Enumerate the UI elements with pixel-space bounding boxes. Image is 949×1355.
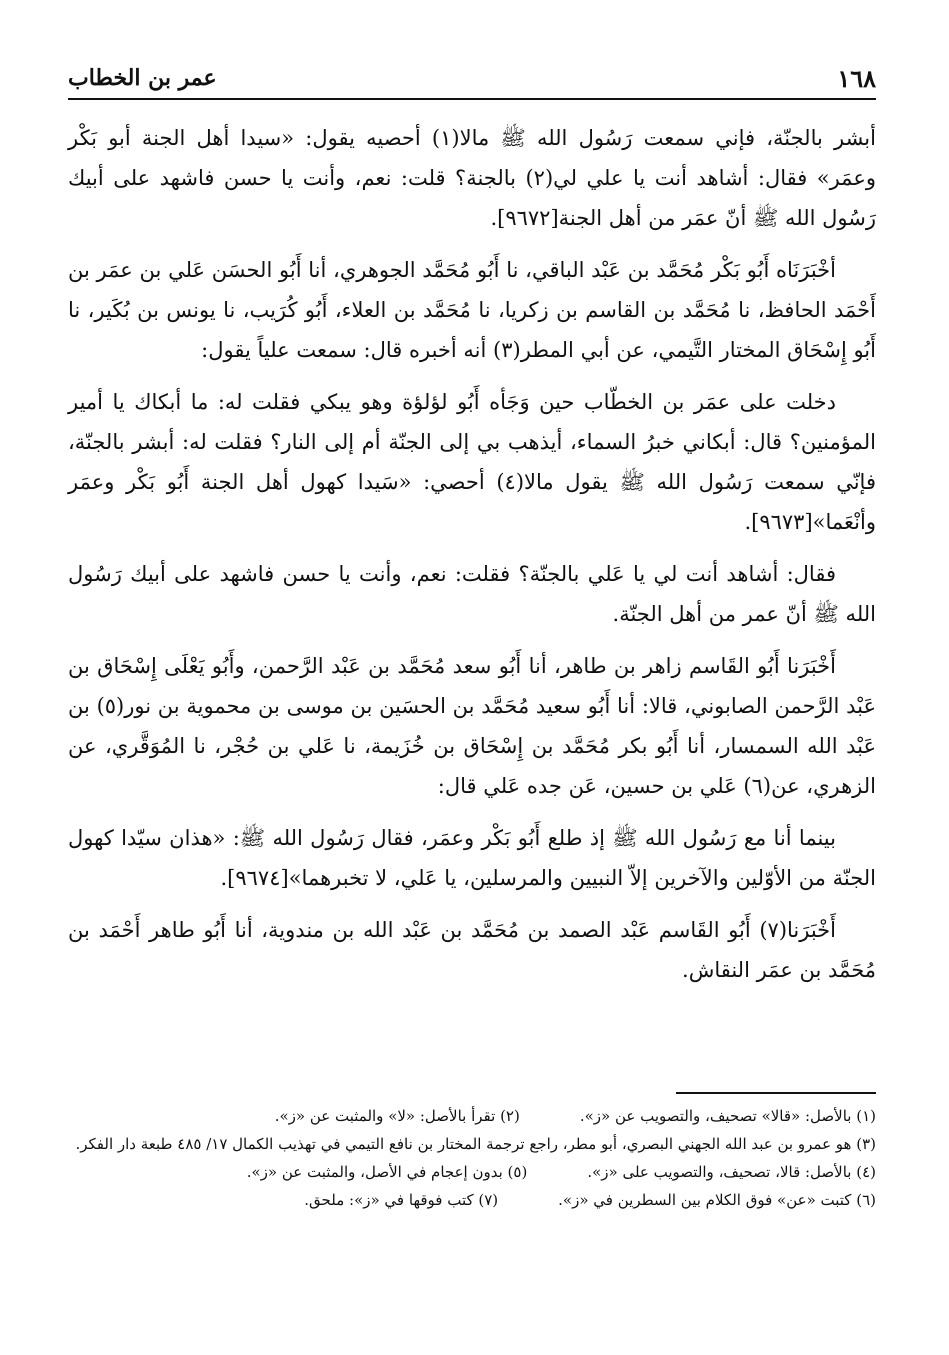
footnote-row <box>68 1102 876 1130</box>
page-header <box>68 58 876 98</box>
footnote: (٣) هو عمرو بن عبد الله الجهني البصري، أبو مطر، راجع ترجمة المختار بن نافع التيمي في تهذيب الكمال ١٧/ ٤٨٥ طبعة دار الفكر. <box>75 1135 876 1153</box>
running-title: عمر بن الخطاب <box>68 65 217 91</box>
header-divider <box>68 98 876 100</box>
paragraph: دخلت على عمَر بن الخطّاب حين وَجَأه أَبُو لؤلؤة وهو يبكي فقلت له: ما أبكاك يا أمير المؤمنين؟ قال: أبكاني خبرُ السماء، أيذهب بي إلى الجنّة أم إلى النار؟ فقلت له: أبشر بالجنّة، فإنّي سمعت رَسُول الله ﷺ يقول مالا(٤) أحصي: «سَيدا كهول أهل الجنة أَبُو بَكْر وعمَر وأنْعَما»[٩٦٧٣]. <box>68 390 876 534</box>
paragraph: بينما أنا مع رَسُول الله ﷺ إذ طلع أَبُو بَكْر وعمَر، فقال رَسُول الله ﷺ: «هذان سيّدا كهول الجنّة من الأوّلين والآخرين إلاّ النبيين والمرسلين، يا عَلي، لا تخبرهما»[٩٦٧٤]. <box>68 826 876 890</box>
paragraph: أبشر بالجنّة، فإني سمعت رَسُول الله ﷺ مالا(١) أحصيه يقول: «سيدا أهل الجنة أبو بَكْر وعمَر» فقال: أشاهد أنت يا علي لي(٢) بالجنة؟ قلت: نعم، وأنت يا حسن فاشهد على أبيك رَسُول الله ﷺ أنّ عمَر من أهل الجنة[٩٦٧٢]. <box>68 126 876 230</box>
paragraph: أَخْبَرَنا أَبُو القَاسم زاهر بن طاهر، أنا أَبُو سعد مُحَمَّد بن عَبْد الرَّحمن، وأَبُو يَعْلَى إِسْحَاق بن عَبْد الرَّحمن الصابوني، قالا: أنا أَبُو سعيد مُحَمَّد بن الحسَين بن موسى بن محموية بن نور(٥) بن عَبْد الله السمسار، أنا أَبُو بكر مُحَمَّد بن إِسْحَاق بن خُزَيمة، نا عَلي بن حُجْر، نا المُوَقَّري، عن الزهري، عن(٦) عَلي بن حسين، عَن جده عَلي قال: <box>68 654 877 798</box>
paragraph: أَخْبَرَنا(٧) أَبُو القَاسم عَبْد الصمد بن مُحَمَّد بن عَبْد الله بن مندوية، أنا أَبُو طاهر أَحْمَد بن مُحَمَّد بن عمَر النقاش. <box>68 918 876 982</box>
footnote-divider <box>676 1092 876 1094</box>
paragraph: فقال: أشاهد أنت لي يا عَلي بالجنّة؟ فقلت: نعم، وأنت يا حسن فاشهد على أبيك رَسُول الله ﷺ أنّ عمر من أهل الجنّة. <box>68 562 876 626</box>
footnote: (٥) بدون إعجام في الأصل، والمثبت عن «ز». <box>246 1163 528 1181</box>
footnote: (٢) تقرأ بالأصل: «لا» والمثبت عن «ز». <box>274 1107 520 1125</box>
page-number: ١٦٨ <box>837 63 876 93</box>
footnote: (٤) بالأصل: قالا، تصحيف، والتصويب على «ز». <box>587 1163 876 1181</box>
footnote: (٦) كتبت «عن» فوق الكلام بين السطرين في «ز». <box>558 1191 876 1209</box>
footnote: (٧) كتب فوقها في «ز»: ملحق. <box>304 1191 499 1209</box>
footnotes <box>68 1102 876 1214</box>
footnote-row <box>68 1158 876 1186</box>
paragraph: أخْبَرَنَاه أَبُو بَكْر مُحَمَّد بن عَبْد الباقي، نا أَبُو مُحَمَّد الجوهري، أنا أَبُو الحسَن عَلي بن عمَر بن أَحْمَد الحافظ، نا مُحَمَّد بن القاسم بن زكريا، نا مُحَمَّد بن العلاء، أَبُو كُرَيب، نا يونس بن بُكَير، نا أَبُو إِسْحَاق المختار التَّيمي، عن أبي المطر(٣) أنه أخبره قال: سمعت علياً يقول: <box>68 258 876 362</box>
footnote: (١) بالأصل: «قالا» تصحيف، والتصويب عن «ز». <box>579 1107 876 1125</box>
main-text <box>68 118 876 1002</box>
footnote-row <box>68 1186 876 1214</box>
